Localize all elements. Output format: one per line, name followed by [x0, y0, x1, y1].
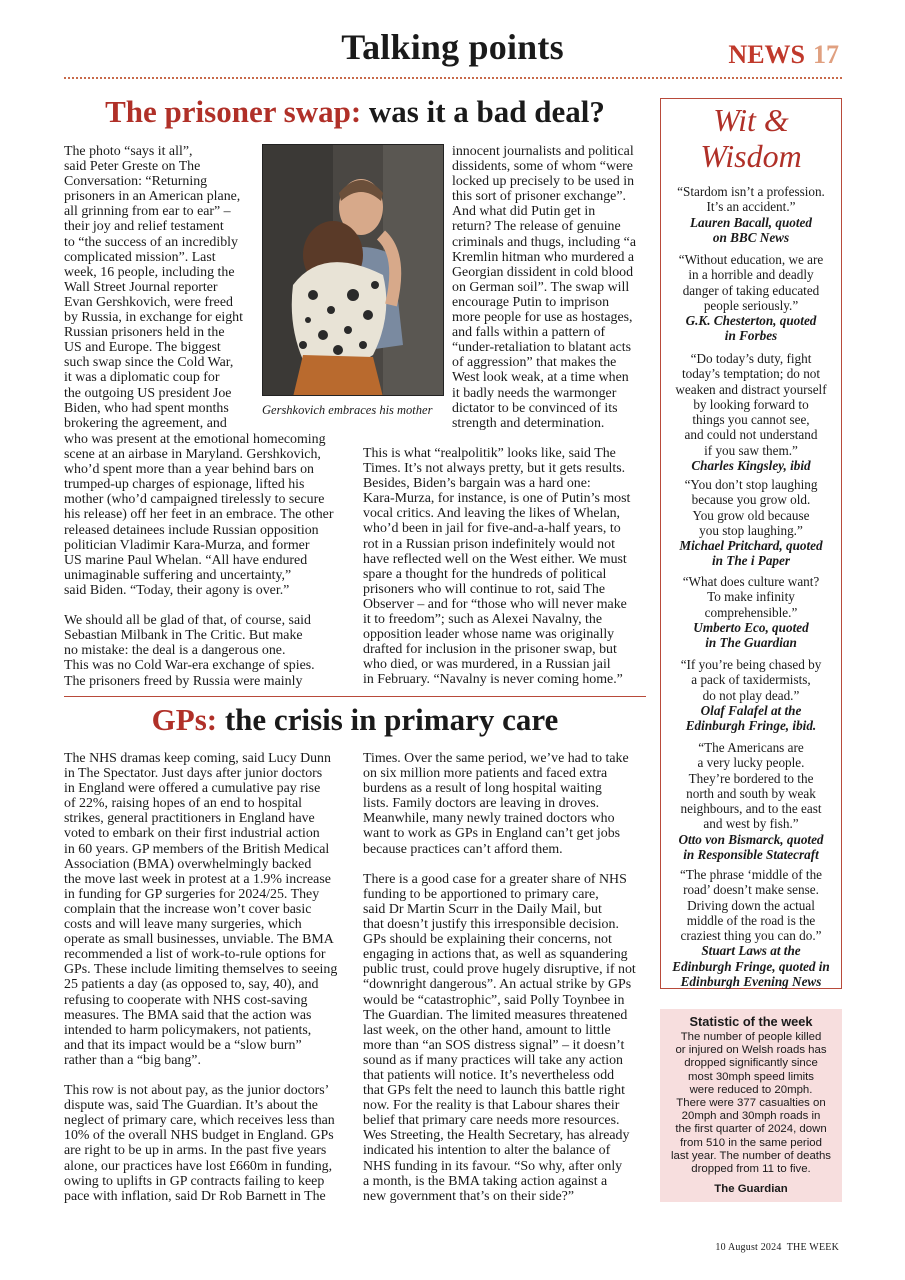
statistic-source: The Guardian — [714, 1183, 788, 1195]
quote-text: “The Americans are a very lucky people. They’re bordered to the north and south by weak neighbours, and to the east and west by fish.” — [680, 740, 822, 832]
story1-column1-top: The photo “says it all”, said Peter Greste on The Conversation: “Returning prisoners in an American plane, all grinning from ear to ear” – their joy and relief testament to “the success of an incredibly complicated mission”. Last week, 16 people, including the Wall Street Journal reporter Evan Gershkovich, were freed by Russia, in exchange for eight Russian prisoners held in the US and Europe. The biggest such swap since the Cold War, it was a diplomatic coup for the outgoing US president Joe Biden, who had spent months brokering the agreement, and — [64, 144, 243, 431]
quote-attribution: G.K. Chesterton, quoted in Forbes — [685, 313, 817, 344]
quote-attribution: Michael Pritchard, quoted in The i Paper — [679, 538, 823, 569]
quote-item — [666, 867, 836, 989]
quote-attribution: Stuart Laws at the Edinburgh Fringe, quoted in Edinburgh Evening News — [672, 943, 830, 990]
quote-attribution: Charles Kingsley, ibid — [691, 458, 811, 474]
story2-headline — [64, 702, 646, 738]
quote-item — [666, 574, 836, 650]
quote-text: “Without education, we are in a horrible and deadly danger of taking educated people seriously.” — [678, 252, 824, 313]
story1-photo — [262, 144, 444, 396]
quote-attribution: Olaf Falafel at the Edinburgh Fringe, ibid. — [685, 702, 817, 734]
quote-attribution: Otto von Bismarck, quoted in Responsible Statecraft — [678, 831, 824, 863]
story2-column2: Times. Over the same period, we’ve had to take on six million more patients and faced extra burdens as a result of long hospital waiting lists. Family doctors are leaving in droves. Meanwhile, many newly trained doctors who want to work as GPs in England can’t get jobs because practices can’t afford them. There is a good case for a greater share of NHS funding to be apportioned to primary care, said Dr Martin Scurr in the Daily Mail, but that doesn’t justify this irresponsible decision. GPs should be explaining their concerns, not engaging in actions that, as well as squandering public trust, could prove hugely disruptive, if not “downright dangerous”. An actual strike by GPs would be “catastrophic”, said Polly Toynbee in The Guardian. The limited measures threatened last week, on the other hand, amount to little more than “an SOS distress signal” – it doesn’t sound as if many practices will take any action that patients will notice. It’s nevertheless odd that GPs felt the need to launch this battle right now. For the reality is that Labour shares their belief that primary care needs more resources. Wes Streeting, the Health Secretary, has already indicated his intention to alter the balance of NHS funding in its favour. “So why, after only a month, is the BMA taking action against a new government that’s on their side?” — [363, 751, 636, 1204]
quote-item — [666, 657, 836, 733]
quote-item — [666, 351, 836, 473]
quote-item — [666, 477, 836, 569]
quote-text: “What does culture want? To make infinity comprehensible.” — [682, 574, 820, 620]
statistic-title: Statistic of the week — [689, 1014, 813, 1029]
story1-headline-rest: was it a bad deal? — [361, 94, 605, 129]
quote-text: “Do today’s duty, fight today’s temptation; do not weaken and distract yourself by looking forward to things you cannot see, and could not understand if you saw them.” — [675, 351, 827, 458]
story1-column2-continued: This is what “realpolitik” looks like, said The Times. It’s not always pretty, but it gets results. Besides, Biden’s bargain was a hard one: Kara-Murza, for instance, is one of Putin’s most vocal critics. And leaving the likes of Whelan, who’d been in jail for five-and-a-half years, to rot in a Russian prison indefinitely would not have reflected well on the West either. We must spare a thought for the hundreds of political prisoners who will continue to rot, said The Observer – and for “those who will never make it to freedom”; such as Alexei Navalny, the opposition leader whose name was originally drafted for inclusion in the prisoner swap, but who died, or was murdered, in a Russian jail in February. “Navalny is never coming home.” — [363, 446, 631, 688]
quote-item — [666, 184, 836, 245]
quote-text: “The phrase ‘middle of the road’ doesn’t make sense. Driving down the actual middle of the road is the craziest thing you can do.” — [679, 867, 823, 944]
section-label — [728, 40, 839, 70]
quote-item — [666, 740, 836, 862]
page-title: Talking points — [341, 27, 564, 67]
story-divider — [64, 696, 646, 697]
section-name: NEWS — [728, 40, 805, 69]
quote-item — [666, 252, 836, 344]
story2-headline-accent: GPs: — [151, 702, 218, 737]
page-number: 17 — [813, 40, 839, 69]
statistic-body: The number of people killed or injured on Welsh roads has dropped significantly since most 30mph speed limits were reduced to 20mph. There were 377 casualties on 20mph and 30mph roads in the first quarter of 2024, down from 510 in the same period last year. The number of deaths dropped from 11 to five. — [671, 1031, 831, 1176]
page-footer: 10 August 2024 THE WEEK — [715, 1242, 839, 1253]
story1-column3-top: innocent journalists and political dissidents, some of whom “were locked up precisely to be used in this sort of prisoner exchange”. And what did Putin get in return? The release of genuine criminals and thugs, including “a Kremlin hitman who murdered a Georgian dissident in cold blood on German soil”. The swap will encourage Putin to imprison more people for use as hostages, and falls within a pattern of “under-retaliation to blatant acts of aggression” that makes the West look weak, at a time when it badly needs the warmonger dictator to be convinced of its strength and determination. — [452, 144, 637, 431]
story1-headline — [64, 94, 646, 130]
embrace-photo-illustration — [263, 145, 444, 396]
story2-headline-rest: the crisis in primary care — [217, 702, 559, 737]
story1-column1-continued: who was present at the emotional homecoming scene at an airbase in Maryland. Gershkovich, who’d spent more than a year behind bars on trumped-up charges of espionage, lifted his mother (who’d campaigned tirelessly to secure his release) off her feet in an embrace. The other released detainees include Russian opposition politician Vladimir Kara-Murza, and former US marine Paul Whelan. “All have endured unimaginable suffering and uncertainty,” said Biden. “Today, their agony is over.” We should all be glad of that, of course, said Sebastian Milbank in The Critic. But make no mistake: the deal is a dangerous one. This was no Cold War-era exchange of spies. The prisoners freed by Russia were mainly — [64, 432, 334, 689]
quote-attribution: Umberto Eco, quoted in The Guardian — [693, 619, 809, 651]
quote-attribution: Lauren Bacall, quoted on BBC News — [690, 214, 812, 245]
story2-column1: The NHS dramas keep coming, said Lucy Dunn in The Spectator. Just days after junior doctors in England were offered a cumulative pay rise of 22%, raising hopes of an end to hospital strikes, general practitioners in England have voted to embark on their first industrial action in 60 years. GP members of the British Medical Association (BMA) overwhelmingly backed the move last week in protest at a 1.9% increase in funding for GP surgeries for 2024/25. They complain that the increase won’t cover basic costs and will leave many surgeries, which operate as small businesses, unviable. The BMA recommended a list of work-to-rule options for GPs. These include limiting themselves to seeing 25 patients a day (as opposed to, say, 40), and refusing to cooperate with NHS cost-saving measures. The BMA said that the action was intended to harm policymakers, not patients, and that its impact would be a “slow burn” rather than a “big bang”. This row is not about pay, as the junior doctors’ dispute was, said The Guardian. It’s about the neglect of primary care, which receives less than 10% of the overall NHS budget in England. GPs are right to be up in arms. In the past five years alone, our practices have lost £660m in funding, owing to uplifts in GP contracts failing to keep pace with inflation, said Dr Rob Barnett in The — [64, 751, 338, 1204]
story1-headline-accent: The prisoner swap: — [105, 94, 362, 129]
header-divider — [64, 77, 842, 79]
story1-photo-caption: Gershkovich embraces his mother — [262, 403, 433, 417]
quote-text: “You don’t stop laughing because you grow old. You grow old because you stop laughing.” — [684, 477, 818, 538]
wit-wisdom-title: Wit & Wisdom — [700, 102, 802, 174]
quote-text: “If you’re being chased by a pack of taxidermists, do not play dead.” — [680, 657, 822, 703]
quote-text: “Stardom isn’t a profession. It’s an accident.” — [677, 184, 825, 215]
